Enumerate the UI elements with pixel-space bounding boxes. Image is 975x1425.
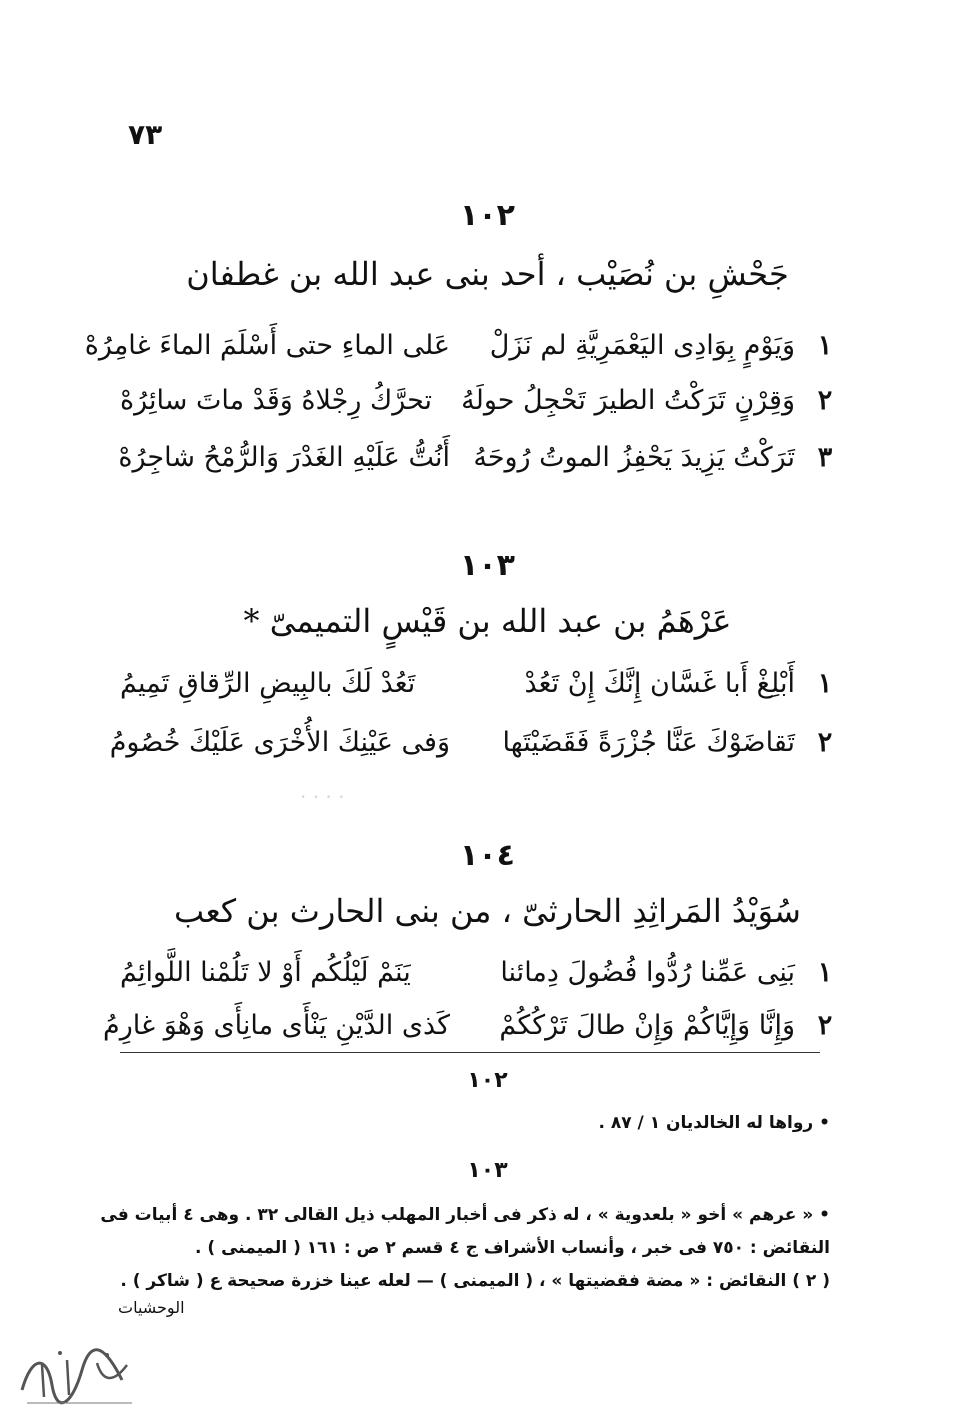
verse-second-hemistich: أَنُتُّ عَلَيْهِ الغَدْرَ وَالرُّمْحُ شاجِرُهْ xyxy=(118,442,450,473)
footnote-line: النقائض : ٧٥٠ فى خبر ، وأنساب الأشراف ج ٤ قسم ٢ ص : ١٦١ ( الميمنى ) . xyxy=(195,1238,830,1258)
verse-first-hemistich: تَقاضَوْكَ عَنَّا جُزْرَةً فَقَضَيْتَها xyxy=(502,727,795,758)
verse-line xyxy=(109,727,840,777)
bleed-through-mark: · · · · xyxy=(300,785,345,809)
poem-number: ١٠٣ xyxy=(460,548,515,583)
footnote-line: • رواها له الخالديان ١ / ٨٧ . xyxy=(598,1113,830,1133)
library-stamp-logo xyxy=(12,1335,142,1410)
verse-number: ٣ xyxy=(817,442,833,473)
verse-line xyxy=(120,668,840,718)
verse-second-hemistich: عَلى الماءِ حتى أَسْلَمَ الماءَ غامِرُهْ xyxy=(84,330,450,361)
catchword: الوحشيات xyxy=(118,1298,185,1317)
verse-number: ٢ xyxy=(817,1010,833,1041)
verse-first-hemistich: أَبْلِغْ أَبا غَسَّان إِنَّكَ إِنْ تَعُدْ xyxy=(524,668,795,699)
poem-title: سُوَيْدُ المَراثِدِ الحارثىّ ، من بنى الحارث بن كعب xyxy=(174,892,801,930)
verse-number: ١ xyxy=(817,668,833,699)
verse-line xyxy=(120,957,840,1007)
verse-second-hemistich: تَعُدْ لَكَ بالبِيضِ الرِّقاقِ تَمِيمُ xyxy=(120,668,416,699)
verse-first-hemistich: تَرَكْتُ يَزِيدَ يَحْفِزُ الموتُ رُوحَهُ xyxy=(473,442,795,473)
verse-second-hemistich: كَذى الدَّيْنِ يَنْأَى مانِأَى وَهْوَ غارِمُ xyxy=(103,1010,450,1041)
footnote-line: • « عرهم » أخو « بلعدوية » ، له ذكر فى أخبار المهلب ذيل القالى ٣٢ . وهى ٤ أبيات فى xyxy=(100,1205,830,1225)
footnote-line: ( ٢ ) النقائض : « مضة فقضيتها » ، ( الميمنى ) — لعله عينا خزرة صحيحة ع ( شاكر ) . xyxy=(120,1271,830,1291)
verse-number: ٢ xyxy=(817,385,833,416)
verse-first-hemistich: وَقِرْنٍ تَرَكْتُ الطيرَ تَحْجِلُ حولَهُ xyxy=(461,385,795,416)
verse-first-hemistich: وَيَوْمٍ بِوَادِى اليَعْمَرِيَّةِ لم نَزَلْ xyxy=(489,330,795,361)
verse-second-hemistich: يَنَمْ لَيْلُكُم أَوْ لا تَلُمْنا اللَّوائِمُ xyxy=(120,957,411,988)
poem-title: جَحْشِ بن نُصَيْب ، أحد بنى عبد الله بن غطفان xyxy=(186,255,789,293)
poem-title: عَرْهَمُ بن عبد الله بن قَيْسٍ التميمىّ * xyxy=(243,602,732,640)
verse-second-hemistich: تحرَّكُ رِجْلاهُ وَقَدْ ماتَ سائِرُهْ xyxy=(120,385,433,416)
footnote-number: ١٠٢ xyxy=(467,1068,508,1093)
verse-number: ٢ xyxy=(817,727,833,758)
poem-number: ١٠٢ xyxy=(460,198,515,233)
verse-first-hemistich: وَإِنَّا وَإِيَّاكُمْ وَإِنْ طالَ تَرْكُكُمْ xyxy=(499,1010,795,1041)
verse-number: ١ xyxy=(817,330,833,361)
page-number: ٧٣ xyxy=(128,118,163,151)
verse-first-hemistich: بَنِى عَمِّنا رُدُّوا فُضُولَ دِمائنا xyxy=(500,957,795,988)
verse-number: ١ xyxy=(817,957,833,988)
verse-line xyxy=(84,330,840,380)
verse-line xyxy=(120,442,840,492)
verse-line xyxy=(120,385,840,435)
footnote-separator xyxy=(120,1052,820,1053)
verse-second-hemistich: وَفى عَيْنِكَ الأُخْرَى عَلَيْكَ خُصُومُ xyxy=(109,727,450,758)
footnote-number: ١٠٣ xyxy=(467,1158,508,1183)
poem-number: ١٠٤ xyxy=(460,838,515,873)
